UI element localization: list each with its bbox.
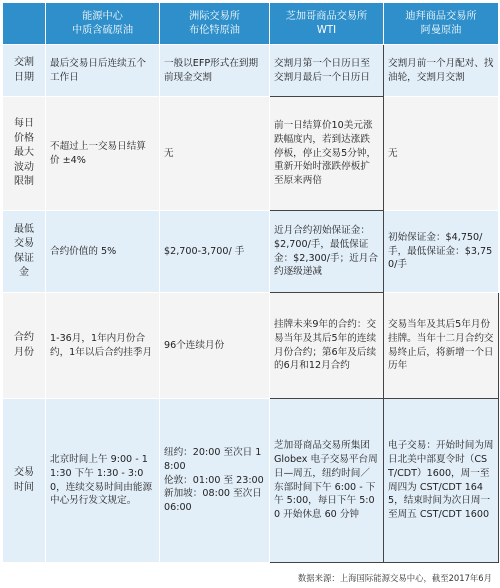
row-label: 交割 日期 <box>3 45 46 97</box>
header-cme-wti: 芝加哥商品交易所 WTI <box>270 3 384 45</box>
cell-ine: 北京时间上午 9:00 - 11:30 下午 1:30 - 3:00，连续交易时间由能源中心另行发文规定。 <box>46 399 160 563</box>
header-corner <box>3 3 46 45</box>
cell-ice: 一般以EFP形式在到期前现金交割 <box>160 45 270 97</box>
cell-ice: 96个连续月份 <box>160 293 270 399</box>
cell-dme: 电子交易：开始时间为周日北美中部夏令时（CST/CDT）1600，周一至周四为 CST/CDT 1645，结束时间为次日周一至周五 CST/CDT 1600 <box>384 399 499 563</box>
row-minimum-margin <box>3 211 499 293</box>
row-contract-months <box>3 293 499 399</box>
cell-cme: 芝加哥商品交易所集团 Globex 电子交易平台周日—周五，纽约时间／东部时间下午 6:00 - 下午 5:00，每日下午 5:00 开始休息 60 分钟 <box>270 399 384 563</box>
cell-ice: 无 <box>160 97 270 211</box>
header-dme-oman: 迪拜商品交易所 阿曼原油 <box>384 3 499 45</box>
row-label: 最低 交易 保证 金 <box>3 211 46 293</box>
cell-cme: 近月合约初始保证金：$2,700/手，最低保证金：$2,300/手；近月合约逐级递减 <box>270 211 384 293</box>
header-ine-sour-crude: 能源中心 中质含硫原油 <box>46 3 160 45</box>
cell-dme: 初始保证金：$4,750/手，最低保证金：$3,750/手 <box>384 211 499 293</box>
row-label: 每日 价格 最大 波动 限制 <box>3 97 46 211</box>
cell-cme: 交割月第一个日历日至交割月最后一个日历日 <box>270 45 384 97</box>
cell-cme: 挂牌未来9年的合约：交易当年及其后5年的连续月份合约；第6年及后续的6月和12月合约 <box>270 293 384 399</box>
row-delivery-date <box>3 45 499 97</box>
cell-ine: 合约价值的 5% <box>46 211 160 293</box>
row-trading-hours <box>3 399 499 563</box>
cell-ine: 1-36月，1年内月份合约，1年以后合约挂季月 <box>46 293 160 399</box>
cell-cme: 前一日结算价10美元涨跌幅度内，若到达涨跌停板，停止交易5分钟，重新开始时涨跌停板扩至原来两倍 <box>270 97 384 211</box>
cell-ice: 纽约：20:00 至次日 18:00 伦敦：01:00 至 23:00 新加坡：08:00 至次日 06:00 <box>160 399 270 563</box>
cell-ine: 最后交易日后连续五个工作日 <box>46 45 160 97</box>
cell-dme: 交易当年及其后5年月份挂牌。当年十二月合约交易终止后，将新增一个日历年 <box>384 293 499 399</box>
data-source-note: 数据来源：上海国际能源交易中心，截至2017年6月 <box>297 573 492 583</box>
header-ice-brent: 洲际交易所 布伦特原油 <box>160 3 270 45</box>
row-daily-price-limit <box>3 97 499 211</box>
header-row <box>3 3 499 45</box>
row-label: 合约 月份 <box>3 293 46 399</box>
row-label: 交易 时间 <box>3 399 46 563</box>
cell-ine: 不超过上一交易日结算价 ±4% <box>46 97 160 211</box>
cell-ice: $2,700-3,700/ 手 <box>160 211 270 293</box>
futures-comparison-table <box>2 2 499 563</box>
cell-dme: 交割月前一个月配对、找油轮，交割月交割 <box>384 45 499 97</box>
cell-dme: 无 <box>384 97 499 211</box>
